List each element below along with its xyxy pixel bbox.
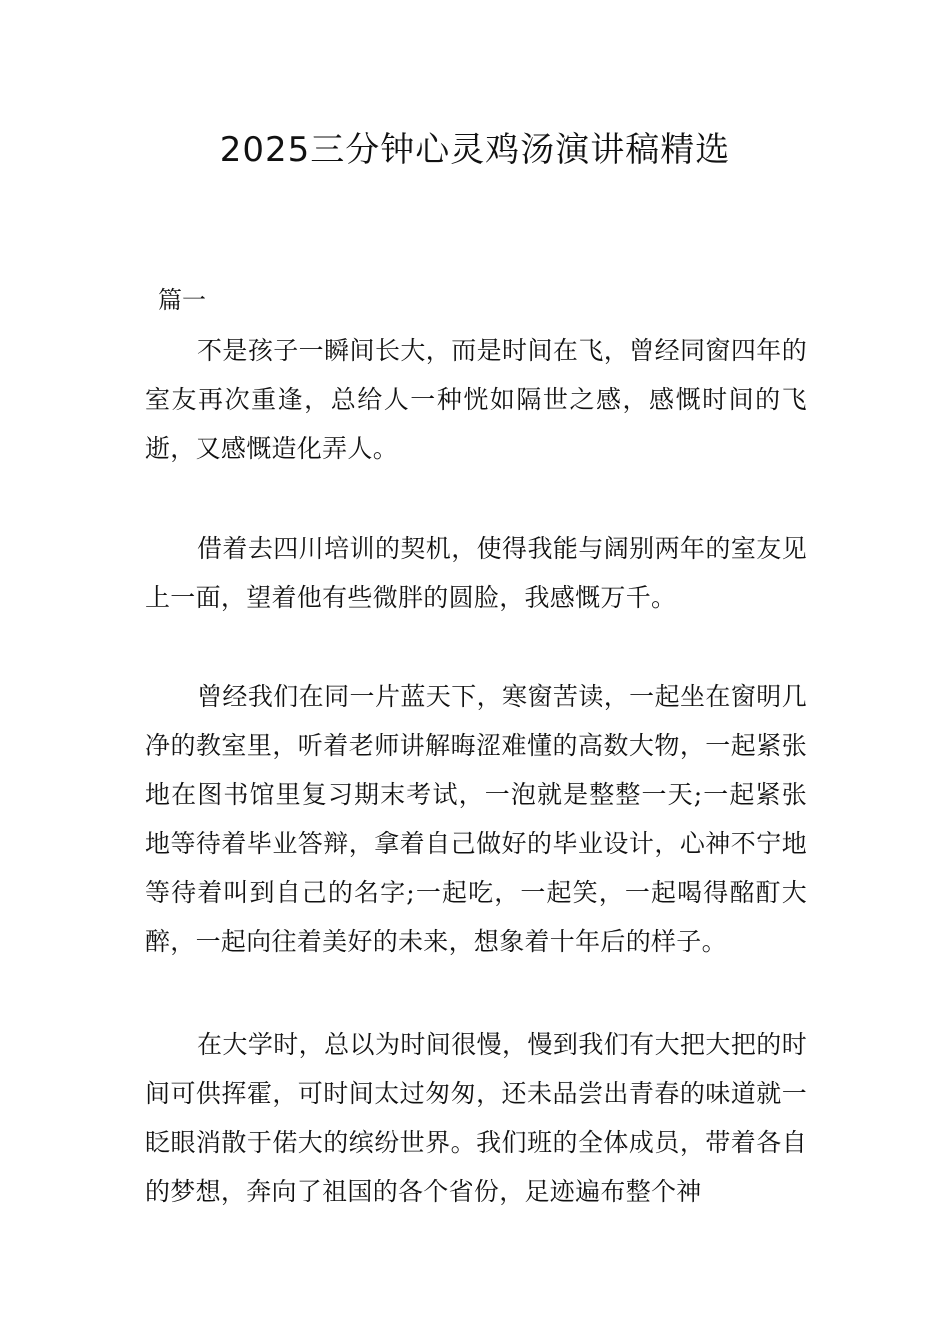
section-label: 篇一 [158,286,206,314]
paragraph-3: 曾经我们在同一片蓝天下，寒窗苦读，一起坐在窗明几净的教室里，听着老师讲解晦涩难懂的高数大物，一起紧张地在图书馆里复习期末考试，一泡就是整整一天;一起紧张地等待着毕业答辩，拿着自己做好的毕业设计，心神不宁地等待着叫到自己的名字;一起吃，一起笑，一起喝得酩酊大醉，一起向往着美好的未来，想象着十年后的样子。 [145,682,807,956]
paragraph-2: 借着去四川培训的契机，使得我能与阔别两年的室友见上一面，望着他有些微胖的圆脸，我感慨万千。 [145,534,807,612]
paragraph-1: 不是孩子一瞬间长大，而是时间在飞，曾经同窗四年的室友再次重逢，总给人一种恍如隔世之感，感慨时间的飞逝，又感慨造化弄人。 [145,336,807,463]
paragraph-4: 在大学时，总以为时间很慢，慢到我们有大把大把的时间可供挥霍，可时间太过匆匆，还未品尝出青春的味道就一眨眼消散于偌大的缤纷世界。我们班的全体成员，带着各自的梦想，奔向了祖国的各个省份，足迹遍布整个神 [145,1030,807,1206]
page-title: 2025三分钟心灵鸡汤演讲稿精选 [219,130,731,170]
